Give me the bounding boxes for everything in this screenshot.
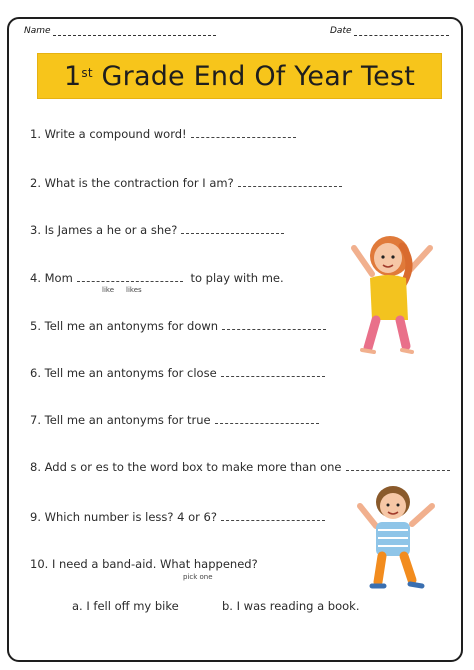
question-2: 2. What is the contraction for I am?: [30, 176, 342, 190]
answer-blank-8[interactable]: [346, 469, 450, 471]
question-6: 6. Tell me an antonyms for close: [30, 366, 325, 380]
question-3: 3. Is James a he or a she?: [30, 223, 284, 237]
question-4: 4. Mom to play with me.: [30, 271, 284, 285]
answer-blank-1[interactable]: [191, 136, 296, 138]
answer-blank-7[interactable]: [215, 422, 319, 424]
boy-illustration: [352, 480, 447, 595]
option-likes: likes: [126, 286, 142, 294]
question-9: 9. Which number is less? 4 or 6?: [30, 510, 325, 524]
answer-blank-3[interactable]: [181, 232, 284, 234]
name-line[interactable]: [53, 27, 216, 36]
answer-blank-6[interactable]: [221, 375, 325, 377]
question-1: 1. Write a compound word!: [30, 127, 296, 141]
answer-blank-5[interactable]: [222, 328, 326, 330]
date-label: Date: [330, 26, 352, 36]
girl-illustration: [346, 230, 446, 360]
date-line[interactable]: [354, 27, 449, 36]
answer-blank-2[interactable]: [238, 185, 342, 187]
page-title: 1st Grade End Of Year Test: [64, 61, 415, 92]
name-label: Name: [24, 26, 51, 36]
pick-one-hint: pick one: [183, 573, 213, 581]
answer-option-a[interactable]: a. I fell off my bike: [72, 599, 179, 613]
question-8: 8. Add s or es to the word box to make more than one: [30, 460, 450, 474]
question-7: 7. Tell me an antonyms for true: [30, 413, 319, 427]
question-5: 5. Tell me an antonyms for down: [30, 319, 326, 333]
title-banner: [37, 53, 442, 99]
answer-blank-4[interactable]: [77, 280, 183, 282]
option-like: like: [102, 286, 115, 294]
name-field[interactable]: [24, 26, 216, 36]
answer-blank-9[interactable]: [221, 519, 325, 521]
question-10: 10. I need a band-aid. What happened?: [30, 557, 258, 571]
answer-option-b[interactable]: b. I was reading a book.: [222, 599, 360, 613]
date-field[interactable]: [330, 26, 449, 36]
